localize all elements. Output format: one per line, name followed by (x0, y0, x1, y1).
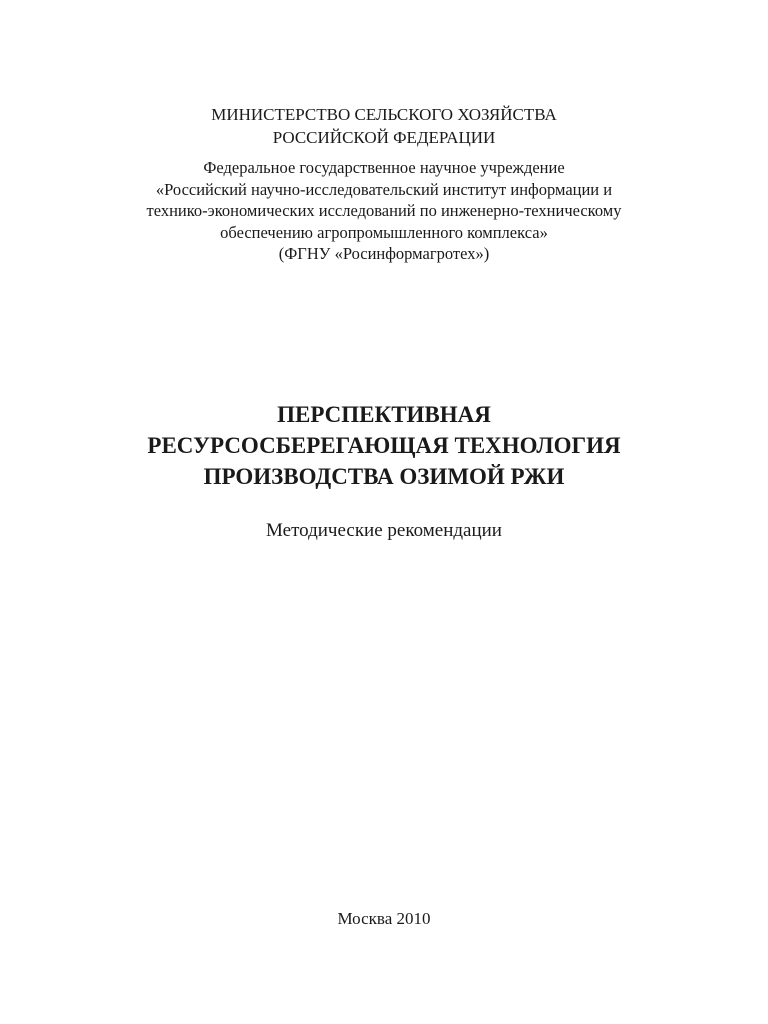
institute-line: (ФГНУ «Росинформагротех») (278, 244, 490, 263)
ministry-header (0, 103, 768, 149)
institute-block (0, 157, 768, 265)
title-line: ПРОИЗВОДСТВА ОЗИМОЙ РЖИ (203, 464, 565, 489)
institute-line: технико-экономических исследований по инженерно-техническому (146, 201, 622, 220)
ministry-line: МИНИСТЕРСТВО СЕЛЬСКОГО ХОЗЯЙСТВА (211, 105, 557, 124)
document-subtitle (0, 518, 768, 543)
subtitle-text: Методические рекомендации (266, 520, 502, 541)
imprint-text: Москва 2010 (337, 909, 431, 928)
institute-line: «Российский научно-исследовательский институт информации и (155, 179, 613, 199)
title-line: ПЕРСПЕКТИВНАЯ (277, 402, 491, 427)
institute-line: Федеральное государственное научное учреждение (203, 158, 565, 177)
institute-line: обеспечению агропромышленного комплекса» (220, 222, 548, 242)
document-title (0, 399, 768, 492)
ministry-line: РОССИЙСКОЙ ФЕДЕРАЦИИ (272, 128, 496, 147)
imprint (0, 907, 768, 930)
title-line: РЕСУРСОСБЕРЕГАЮЩАЯ ТЕХНОЛОГИЯ (147, 433, 621, 458)
